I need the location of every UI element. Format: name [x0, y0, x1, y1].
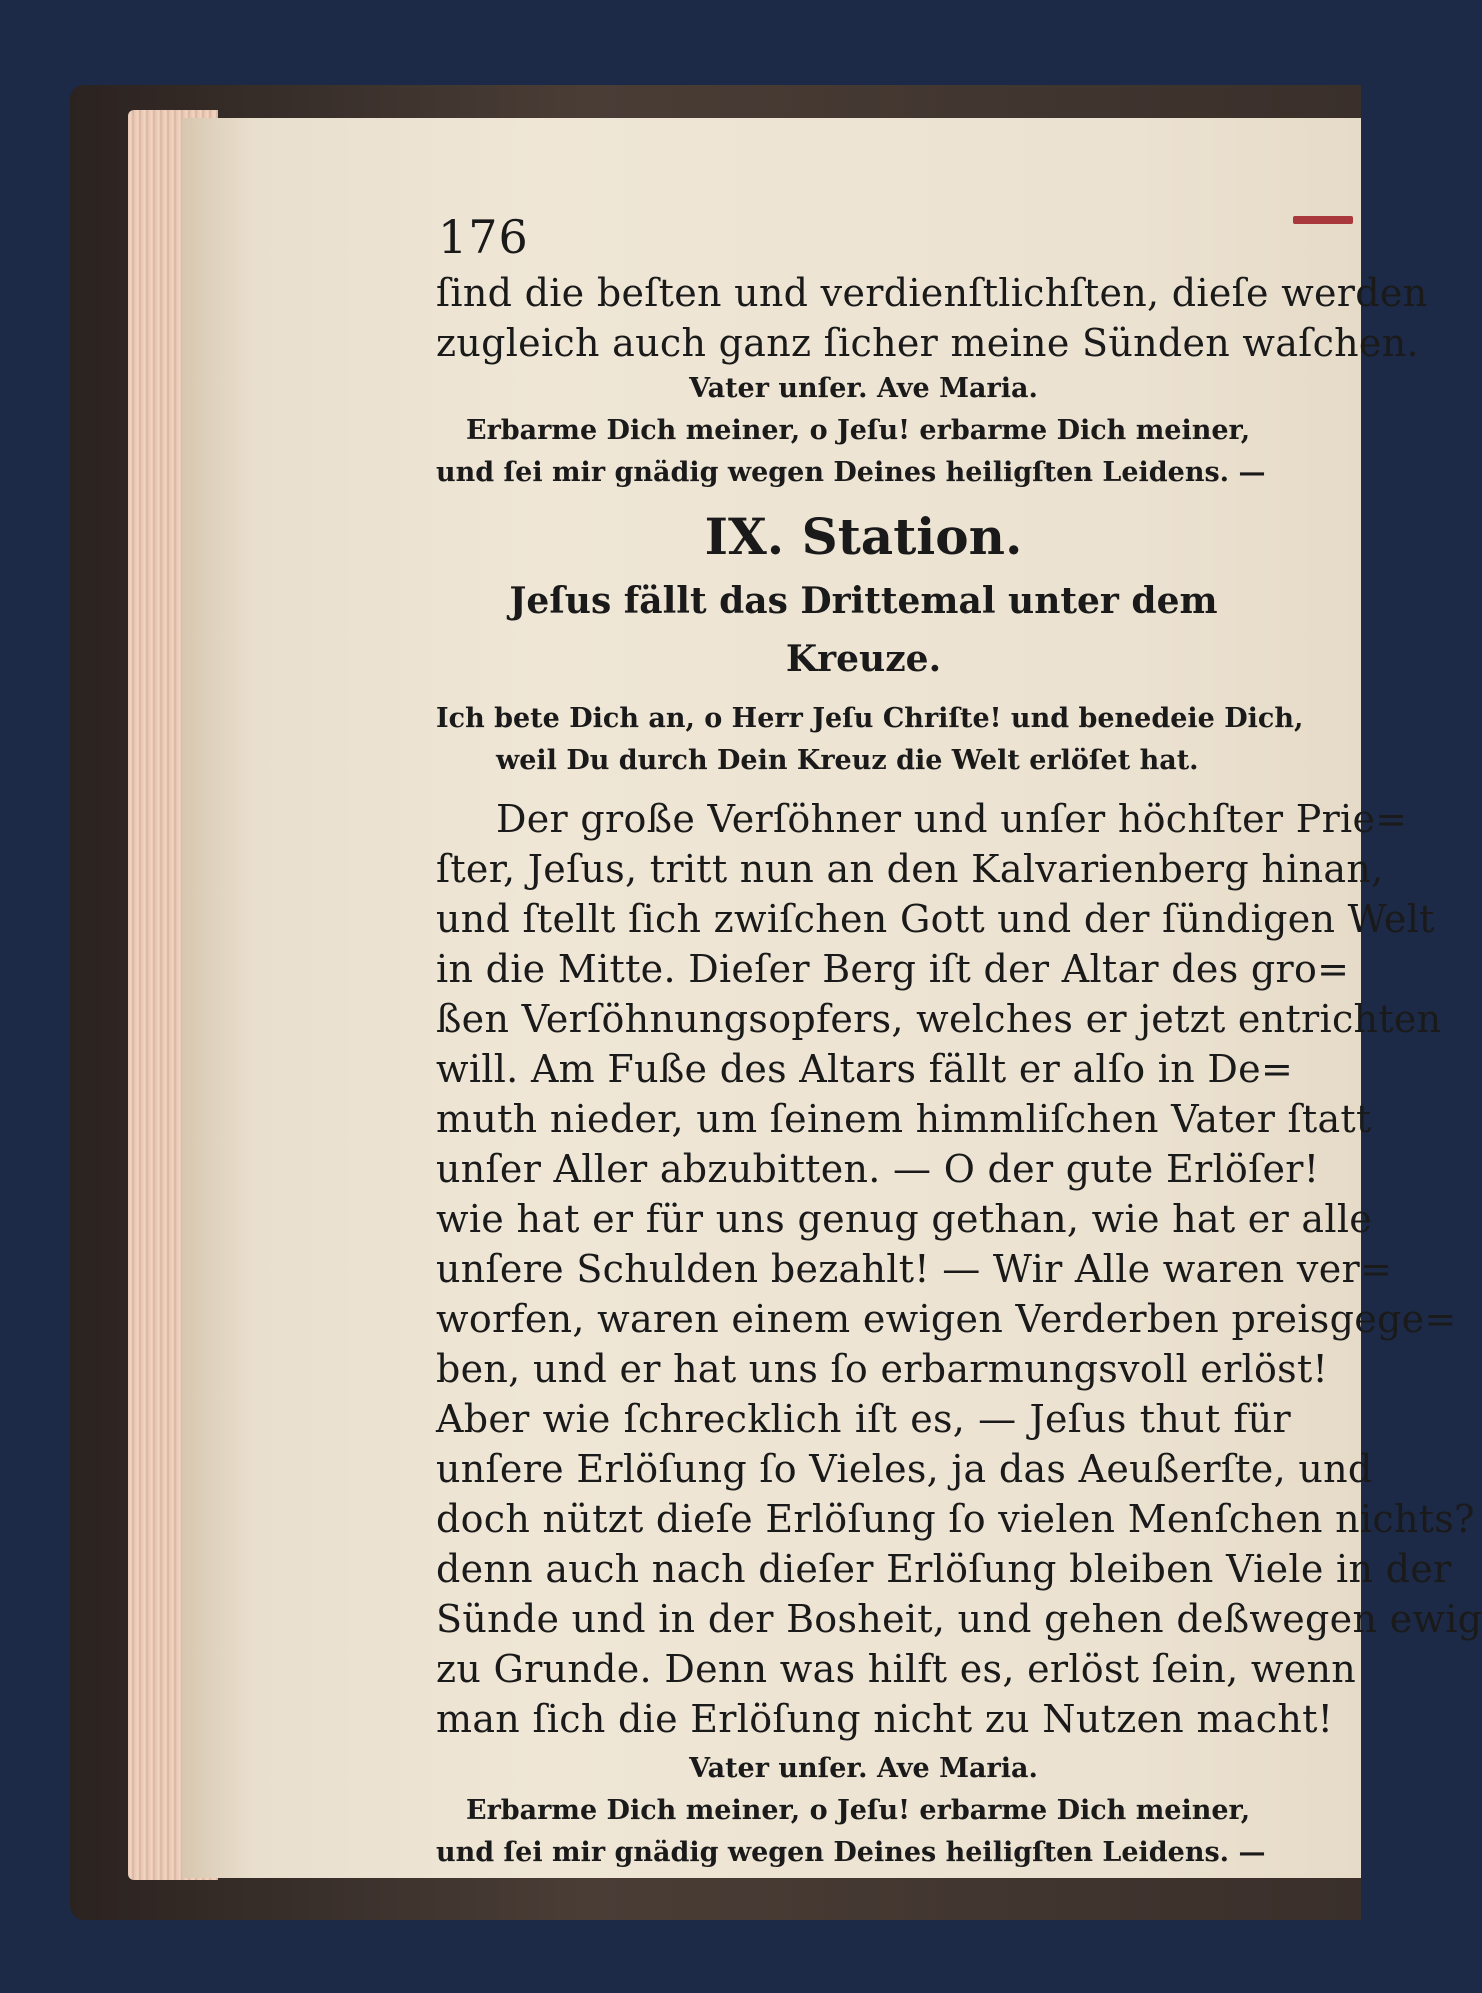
body-line: in die Mitte. Dieſer Berg iſt der Altar des gro= [436, 947, 1350, 991]
page-number: 176 [438, 210, 529, 264]
body-paragraph [436, 794, 1482, 1744]
body-line: worfen, waren einem ewigen Verderben preisgege= [436, 1297, 1457, 1341]
body-line: denn auch nach dieſer Erlöſung bleiben Viele in der [436, 1547, 1452, 1591]
body-line: doch nützt dieſe Erlöſung ſo vielen Menſchen nichts? [436, 1497, 1475, 1541]
station-subtitle: Jeſus fällt das Drittemal unter dem Kreuze. [509, 580, 1218, 680]
adoration-line: Ich bete Dich an, o Herr Jeſu Chriſte! und benedeie Dich, [436, 703, 1304, 734]
invocation-line: und ſei mir gnädig wegen Deines heiligſten Leidens. — [436, 457, 1266, 488]
body-line: man ſich die Erlöſung nicht zu Nutzen macht! [436, 1697, 1334, 1741]
body-line: wie hat er für uns genug gethan, wie hat er alle [436, 1197, 1373, 1241]
body-line: Sünde und in der Bosheit, und gehen deßwegen ewig [436, 1597, 1482, 1641]
prayer-line: Vater unſer. Ave Maria. [689, 1753, 1038, 1784]
body-line: will. Am Fuße des Altars fällt er alſo in De= [436, 1047, 1294, 1091]
intro-line: zugleich auch ganz ſicher meine Sünden waſchen. [436, 321, 1419, 365]
adoration-line: weil Du durch Dein Kreuz die Welt erlöſet hat. [496, 745, 1199, 776]
intro-line: ſind die beſten und verdienſtlichſten, dieſe werden [436, 271, 1428, 315]
book-page [182, 118, 1482, 1878]
body-line: zu Grunde. Denn was hilft es, erlöst ſein, wenn [436, 1647, 1357, 1691]
body-line: ben, und er hat uns ſo erbarmungsvoll erlöst! [436, 1347, 1329, 1391]
text-block [436, 268, 1482, 1874]
body-line: unſere Schulden bezahlt! — Wir Alle waren ver= [436, 1247, 1393, 1291]
body-line: und ſtellt ſich zwiſchen Gott und der ſündigen Welt [436, 897, 1435, 941]
body-line: ßen Verſöhnungsopfers, welches er jetzt entrichten [436, 997, 1442, 1041]
invocation-line: Erbarme Dich meiner, o Jeſu! erbarme Dich meiner, [466, 1795, 1251, 1826]
body-line: ſter, Jeſus, tritt nun an den Kalvarienberg hinan, [436, 847, 1384, 891]
body-line: unſer Aller abzubitten. — O der gute Erlöſer! [436, 1147, 1320, 1191]
body-line: Aber wie ſchrecklich iſt es, — Jeſus thut für [436, 1397, 1291, 1441]
prayer-line: Vater unſer. Ave Maria. [689, 373, 1038, 404]
invocation-line: Erbarme Dich meiner, o Jeſu! erbarme Dich meiner, [466, 415, 1251, 446]
invocation-line: und ſei mir gnädig wegen Deines heiligſten Leidens. — [436, 1837, 1266, 1868]
red-edge-mark [1293, 216, 1353, 224]
body-line: unſere Erlöſung ſo Vieles, ja das Aeußerſte, und [436, 1447, 1373, 1491]
body-line: muth nieder, um ſeinem himmliſchen Vater ſtatt [436, 1097, 1372, 1141]
body-line: Der große Verſöhner und unſer höchſter Prie= [496, 797, 1408, 841]
station-title: IX. Station. [704, 507, 1023, 566]
